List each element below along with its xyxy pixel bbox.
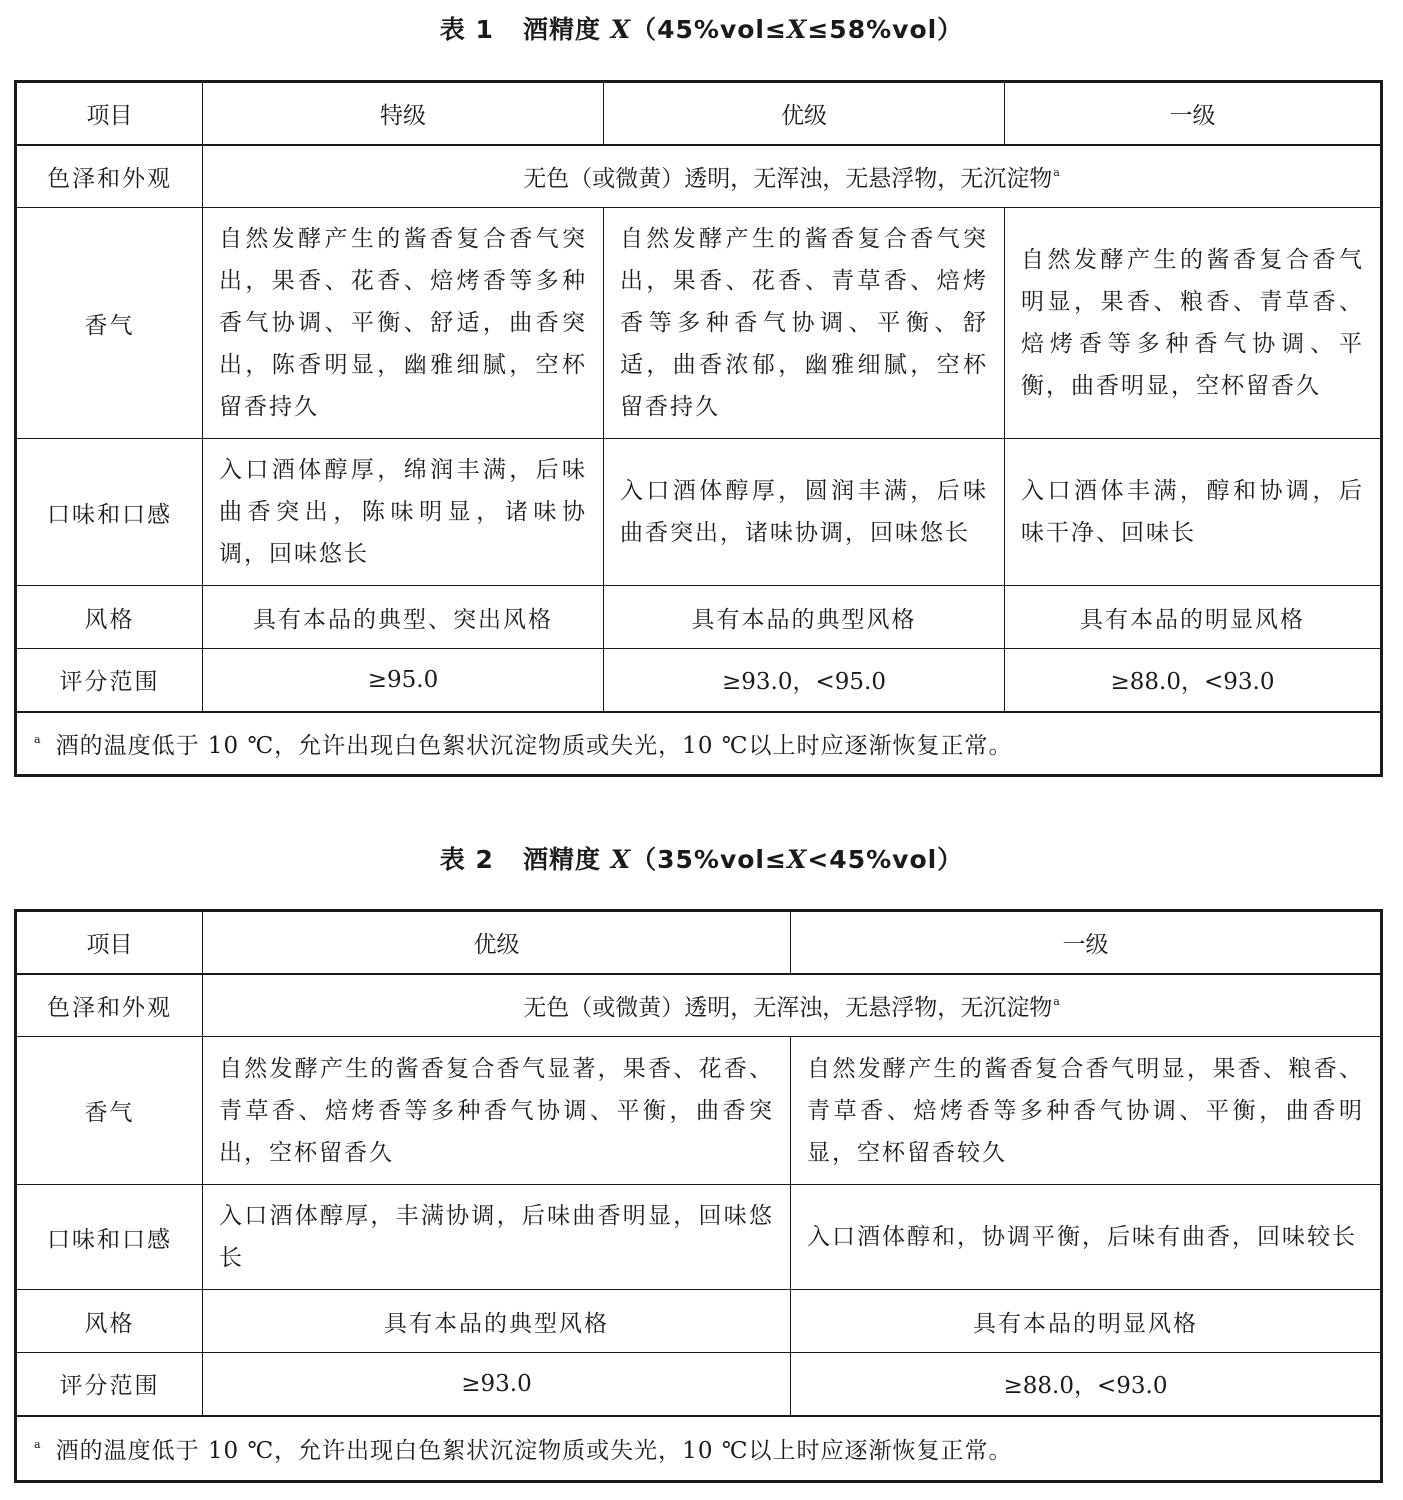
score-excellent: ≥93.0，<95.0	[604, 649, 1005, 712]
table2-row-score	[16, 1353, 1382, 1416]
appearance-cell	[203, 145, 1382, 208]
score-first: ≥88.0，<93.0	[1005, 649, 1382, 712]
footnote-mark: a	[34, 732, 42, 746]
style-excellent: 具有本品的典型风格	[203, 1290, 791, 1353]
appearance-text: 无色（或微黄）透明，无浑浊，无悬浮物，无沉淀物	[523, 165, 1053, 192]
row-label-style: 风格	[16, 1290, 203, 1353]
row-label-taste: 口味和口感	[16, 439, 203, 586]
header-grade-first: 一级	[791, 911, 1382, 974]
header-grade-excellent: 优级	[203, 911, 791, 974]
taste-first: 入口酒体丰满，醇和协调，后味干净、回味长	[1005, 439, 1382, 586]
table2	[14, 909, 1383, 1483]
table2-row-style	[16, 1290, 1382, 1353]
table1-row-style	[16, 586, 1382, 649]
row-label-appearance: 色泽和外观	[16, 974, 203, 1037]
row-label-aroma: 香气	[16, 1037, 203, 1185]
style-first: 具有本品的明显风格	[1005, 586, 1382, 649]
score-excellent: ≥93.0	[203, 1353, 791, 1416]
style-first: 具有本品的明显风格	[791, 1290, 1382, 1353]
header-grade-excellent: 优级	[604, 82, 1005, 145]
aroma-special: 自然发酵产生的酱香复合香气突出，果香、花香、焙烤香等多种香气协调、平衡、舒适，曲香突出，陈香明显，幽雅细腻，空杯留香持久	[203, 208, 604, 439]
taste-excellent: 入口酒体醇厚，丰满协调，后味曲香明显，回味悠长	[203, 1185, 791, 1290]
table1-row-appearance	[16, 145, 1382, 208]
aroma-first: 自然发酵产生的酱香复合香气明显，果香、粮香、青草香、焙烤香等多种香气协调、平衡，曲香明显，空杯留香久	[1005, 208, 1382, 439]
style-excellent: 具有本品的典型风格	[604, 586, 1005, 649]
score-special: ≥95.0	[203, 649, 604, 712]
header-grade-first: 一级	[1005, 82, 1382, 145]
table2-header-row	[16, 911, 1382, 974]
table2-row-aroma	[16, 1037, 1382, 1185]
table1-row-score	[16, 649, 1382, 712]
row-label-taste: 口味和口感	[16, 1185, 203, 1290]
table1-row-taste	[16, 439, 1382, 586]
header-item: 项目	[16, 82, 203, 145]
table1	[14, 80, 1383, 777]
footnote-mark: a	[1053, 994, 1060, 1008]
table1-caption: 表 1 酒精度 X（45%vol≤X≤58%vol）	[439, 15, 964, 44]
row-label-appearance: 色泽和外观	[16, 145, 203, 208]
row-label-style: 风格	[16, 586, 203, 649]
appearance-cell	[203, 974, 1382, 1037]
row-label-aroma: 香气	[16, 208, 203, 439]
table2-caption: 表 2 酒精度 X（35%vol≤X<45%vol）	[439, 845, 964, 874]
footnote	[16, 1416, 1382, 1482]
table1-header-row	[16, 82, 1382, 145]
table1-row-footnote	[16, 712, 1382, 776]
aroma-excellent: 自然发酵产生的酱香复合香气突出，果香、花香、青草香、焙烤香等多种香气协调、平衡、舒适，曲香浓郁，幽雅细腻，空杯留香持久	[604, 208, 1005, 439]
taste-special: 入口酒体醇厚，绵润丰满，后味曲香突出，陈味明显，诸味协调，回味悠长	[203, 439, 604, 586]
taste-excellent: 入口酒体醇厚，圆润丰满，后味曲香突出，诸味协调，回味悠长	[604, 439, 1005, 586]
header-grade-special: 特级	[203, 82, 604, 145]
footnote-mark: a	[34, 1437, 42, 1451]
taste-first: 入口酒体醇和，协调平衡，后味有曲香，回味较长	[791, 1185, 1382, 1290]
footnote-text: 酒的温度低于 10 ℃，允许出现白色絮状沉淀物质或失光，10 ℃以上时应逐渐恢复正常。	[55, 1437, 1013, 1464]
style-special: 具有本品的典型、突出风格	[203, 586, 604, 649]
table2-row-appearance	[16, 974, 1382, 1037]
score-first: ≥88.0，<93.0	[791, 1353, 1382, 1416]
row-label-score: 评分范围	[16, 1353, 203, 1416]
table2-row-taste	[16, 1185, 1382, 1290]
table2-row-footnote	[16, 1416, 1382, 1482]
aroma-excellent: 自然发酵产生的酱香复合香气显著，果香、花香、青草香、焙烤香等多种香气协调、平衡，曲香突出，空杯留香久	[203, 1037, 791, 1185]
appearance-text: 无色（或微黄）透明，无浑浊，无悬浮物，无沉淀物	[523, 994, 1053, 1021]
footnote	[16, 712, 1382, 776]
header-item: 项目	[16, 911, 203, 974]
footnote-mark: a	[1053, 165, 1060, 179]
row-label-score: 评分范围	[16, 649, 203, 712]
footnote-text: 酒的温度低于 10 ℃，允许出现白色絮状沉淀物质或失光，10 ℃以上时应逐渐恢复正常。	[55, 732, 1013, 759]
aroma-first: 自然发酵产生的酱香复合香气明显，果香、粮香、青草香、焙烤香等多种香气协调、平衡，曲香明显，空杯留香较久	[791, 1037, 1382, 1185]
table1-row-aroma	[16, 208, 1382, 439]
